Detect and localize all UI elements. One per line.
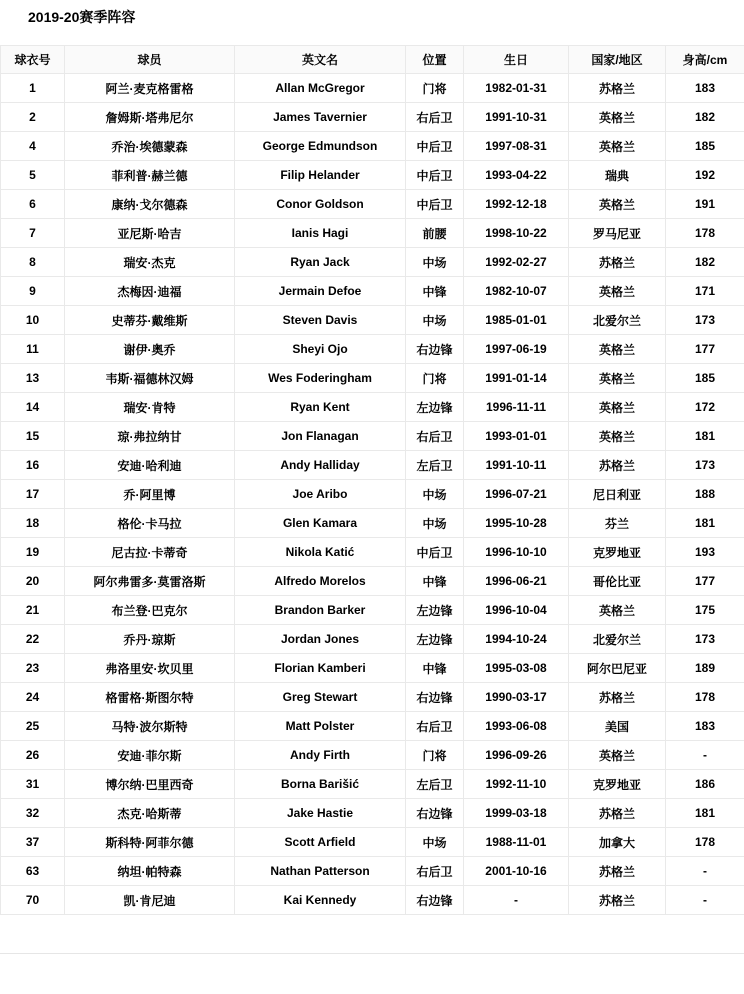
cell-english-name: Borna Barišić xyxy=(235,770,406,799)
cell-player-name: 乔丹·琼斯 xyxy=(65,625,235,654)
cell-english-name: Greg Stewart xyxy=(235,683,406,712)
cell-birthday: 1997-08-31 xyxy=(464,132,569,161)
cell-height: 191 xyxy=(666,190,744,219)
table-row xyxy=(1,422,744,451)
table-row xyxy=(1,103,744,132)
cell-english-name: Nikola Katić xyxy=(235,538,406,567)
column-header-position: 位置 xyxy=(406,46,464,74)
cell-jersey-number: 63 xyxy=(1,857,65,886)
cell-position: 中后卫 xyxy=(406,161,464,190)
column-header-player: 球员 xyxy=(65,46,235,74)
cell-english-name: Matt Polster xyxy=(235,712,406,741)
cell-position: 中锋 xyxy=(406,277,464,306)
cell-height: 171 xyxy=(666,277,744,306)
cell-position: 右后卫 xyxy=(406,422,464,451)
cell-english-name: Jon Flanagan xyxy=(235,422,406,451)
cell-english-name: Andy Firth xyxy=(235,741,406,770)
cell-birthday: 1996-10-04 xyxy=(464,596,569,625)
table-row xyxy=(1,509,744,538)
cell-english-name: Allan McGregor xyxy=(235,74,406,103)
page-divider xyxy=(0,953,744,954)
cell-position: 中场 xyxy=(406,828,464,857)
table-row xyxy=(1,741,744,770)
cell-country: 加拿大 xyxy=(569,828,666,857)
cell-country: 苏格兰 xyxy=(569,857,666,886)
cell-jersey-number: 4 xyxy=(1,132,65,161)
cell-english-name: Steven Davis xyxy=(235,306,406,335)
cell-country: 哥伦比亚 xyxy=(569,567,666,596)
table-row xyxy=(1,596,744,625)
cell-english-name: Glen Kamara xyxy=(235,509,406,538)
cell-jersey-number: 17 xyxy=(1,480,65,509)
cell-position: 中锋 xyxy=(406,567,464,596)
cell-jersey-number: 14 xyxy=(1,393,65,422)
table-row xyxy=(1,393,744,422)
cell-position: 门将 xyxy=(406,74,464,103)
table-row xyxy=(1,538,744,567)
column-header-english-name: 英文名 xyxy=(235,46,406,74)
cell-position: 中锋 xyxy=(406,654,464,683)
table-row xyxy=(1,567,744,596)
cell-english-name: Andy Halliday xyxy=(235,451,406,480)
cell-height: - xyxy=(666,886,744,915)
cell-country: 克罗地亚 xyxy=(569,538,666,567)
cell-birthday: 1991-10-11 xyxy=(464,451,569,480)
cell-english-name: Sheyi Ojo xyxy=(235,335,406,364)
cell-jersey-number: 8 xyxy=(1,248,65,277)
cell-jersey-number: 16 xyxy=(1,451,65,480)
cell-height: 182 xyxy=(666,103,744,132)
table-row xyxy=(1,654,744,683)
table-row xyxy=(1,625,744,654)
cell-position: 右边锋 xyxy=(406,799,464,828)
cell-jersey-number: 19 xyxy=(1,538,65,567)
cell-position: 右边锋 xyxy=(406,335,464,364)
cell-height: 173 xyxy=(666,306,744,335)
table-row xyxy=(1,886,744,915)
cell-position: 中场 xyxy=(406,248,464,277)
cell-jersey-number: 15 xyxy=(1,422,65,451)
cell-country: 英格兰 xyxy=(569,596,666,625)
cell-birthday: 1985-01-01 xyxy=(464,306,569,335)
cell-player-name: 瑞安·肯特 xyxy=(65,393,235,422)
cell-height: 186 xyxy=(666,770,744,799)
cell-height: 177 xyxy=(666,567,744,596)
cell-birthday: 1992-11-10 xyxy=(464,770,569,799)
cell-player-name: 阿兰·麦克格雷格 xyxy=(65,74,235,103)
table-row xyxy=(1,828,744,857)
cell-position: 右边锋 xyxy=(406,683,464,712)
cell-country: 苏格兰 xyxy=(569,451,666,480)
cell-birthday: 1996-07-21 xyxy=(464,480,569,509)
table-row xyxy=(1,306,744,335)
table-row xyxy=(1,74,744,103)
cell-birthday: 1992-02-27 xyxy=(464,248,569,277)
cell-height: 172 xyxy=(666,393,744,422)
cell-jersey-number: 1 xyxy=(1,74,65,103)
cell-position: 右边锋 xyxy=(406,886,464,915)
cell-jersey-number: 37 xyxy=(1,828,65,857)
cell-english-name: Wes Foderingham xyxy=(235,364,406,393)
table-row xyxy=(1,712,744,741)
cell-birthday: 1988-11-01 xyxy=(464,828,569,857)
cell-country: 英格兰 xyxy=(569,190,666,219)
cell-position: 左后卫 xyxy=(406,451,464,480)
cell-height: - xyxy=(666,741,744,770)
table-row xyxy=(1,683,744,712)
cell-english-name: James Tavernier xyxy=(235,103,406,132)
cell-height: 173 xyxy=(666,625,744,654)
roster-table xyxy=(0,45,744,915)
cell-birthday: 1990-03-17 xyxy=(464,683,569,712)
cell-english-name: Ianis Hagi xyxy=(235,219,406,248)
cell-birthday: 1982-01-31 xyxy=(464,74,569,103)
cell-country: 英格兰 xyxy=(569,335,666,364)
cell-height: 183 xyxy=(666,712,744,741)
cell-position: 左边锋 xyxy=(406,625,464,654)
cell-height: 185 xyxy=(666,132,744,161)
cell-player-name: 韦斯·福德林汉姆 xyxy=(65,364,235,393)
cell-english-name: Ryan Jack xyxy=(235,248,406,277)
cell-position: 中后卫 xyxy=(406,538,464,567)
column-header-height: 身高/cm xyxy=(666,46,744,74)
cell-country: 英格兰 xyxy=(569,741,666,770)
cell-player-name: 谢伊·奥乔 xyxy=(65,335,235,364)
cell-jersey-number: 5 xyxy=(1,161,65,190)
cell-jersey-number: 24 xyxy=(1,683,65,712)
cell-player-name: 安迪·哈利迪 xyxy=(65,451,235,480)
table-row xyxy=(1,770,744,799)
cell-birthday: 1992-12-18 xyxy=(464,190,569,219)
cell-english-name: Nathan Patterson xyxy=(235,857,406,886)
cell-birthday: 1994-10-24 xyxy=(464,625,569,654)
table-row xyxy=(1,277,744,306)
cell-height: 189 xyxy=(666,654,744,683)
column-header-jersey-number: 球衣号 xyxy=(1,46,65,74)
cell-jersey-number: 23 xyxy=(1,654,65,683)
cell-player-name: 史蒂芬·戴维斯 xyxy=(65,306,235,335)
cell-player-name: 凯·肯尼迪 xyxy=(65,886,235,915)
cell-player-name: 布兰登·巴克尔 xyxy=(65,596,235,625)
cell-country: 瑞典 xyxy=(569,161,666,190)
cell-height: 175 xyxy=(666,596,744,625)
cell-position: 左边锋 xyxy=(406,596,464,625)
cell-height: - xyxy=(666,857,744,886)
cell-country: 英格兰 xyxy=(569,422,666,451)
cell-country: 美国 xyxy=(569,712,666,741)
cell-jersey-number: 22 xyxy=(1,625,65,654)
cell-birthday: 1993-06-08 xyxy=(464,712,569,741)
cell-player-name: 瑞安·杰克 xyxy=(65,248,235,277)
cell-player-name: 安迪·菲尔斯 xyxy=(65,741,235,770)
cell-player-name: 杰梅因·迪福 xyxy=(65,277,235,306)
cell-position: 右后卫 xyxy=(406,857,464,886)
cell-country: 苏格兰 xyxy=(569,74,666,103)
cell-english-name: Ryan Kent xyxy=(235,393,406,422)
cell-position: 右后卫 xyxy=(406,712,464,741)
table-row xyxy=(1,335,744,364)
cell-english-name: Scott Arfield xyxy=(235,828,406,857)
cell-player-name: 亚尼斯·哈吉 xyxy=(65,219,235,248)
cell-height: 181 xyxy=(666,422,744,451)
cell-birthday: 1993-01-01 xyxy=(464,422,569,451)
column-header-birthday: 生日 xyxy=(464,46,569,74)
cell-country: 阿尔巴尼亚 xyxy=(569,654,666,683)
cell-jersey-number: 10 xyxy=(1,306,65,335)
cell-birthday: 1982-10-07 xyxy=(464,277,569,306)
cell-english-name: Joe Aribo xyxy=(235,480,406,509)
cell-player-name: 弗洛里安·坎贝里 xyxy=(65,654,235,683)
cell-position: 左后卫 xyxy=(406,770,464,799)
cell-birthday: 1996-10-10 xyxy=(464,538,569,567)
cell-jersey-number: 6 xyxy=(1,190,65,219)
cell-player-name: 詹姆斯·塔弗尼尔 xyxy=(65,103,235,132)
cell-jersey-number: 9 xyxy=(1,277,65,306)
cell-position: 中场 xyxy=(406,509,464,538)
cell-player-name: 乔·阿里博 xyxy=(65,480,235,509)
cell-jersey-number: 70 xyxy=(1,886,65,915)
cell-country: 罗马尼亚 xyxy=(569,219,666,248)
cell-birthday: 2001-10-16 xyxy=(464,857,569,886)
cell-country: 苏格兰 xyxy=(569,248,666,277)
table-row xyxy=(1,799,744,828)
roster-table-body xyxy=(1,74,744,915)
cell-birthday: 1995-10-28 xyxy=(464,509,569,538)
page-title: 2019-20赛季阵容 xyxy=(28,10,744,25)
cell-country: 英格兰 xyxy=(569,393,666,422)
column-header-country: 国家/地区 xyxy=(569,46,666,74)
cell-player-name: 琼·弗拉纳甘 xyxy=(65,422,235,451)
cell-player-name: 博尔纳·巴里西奇 xyxy=(65,770,235,799)
cell-player-name: 杰克·哈斯蒂 xyxy=(65,799,235,828)
cell-english-name: George Edmundson xyxy=(235,132,406,161)
cell-country: 尼日利亚 xyxy=(569,480,666,509)
cell-jersey-number: 21 xyxy=(1,596,65,625)
cell-position: 中后卫 xyxy=(406,190,464,219)
cell-height: 183 xyxy=(666,74,744,103)
cell-english-name: Alfredo Morelos xyxy=(235,567,406,596)
cell-country: 英格兰 xyxy=(569,277,666,306)
cell-country: 英格兰 xyxy=(569,364,666,393)
table-row xyxy=(1,451,744,480)
cell-height: 182 xyxy=(666,248,744,277)
cell-english-name: Florian Kamberi xyxy=(235,654,406,683)
table-row xyxy=(1,480,744,509)
cell-birthday: 1991-10-31 xyxy=(464,103,569,132)
cell-country: 北爱尔兰 xyxy=(569,306,666,335)
cell-country: 克罗地亚 xyxy=(569,770,666,799)
cell-position: 前腰 xyxy=(406,219,464,248)
cell-position: 左边锋 xyxy=(406,393,464,422)
cell-country: 苏格兰 xyxy=(569,799,666,828)
cell-player-name: 格伦·卡马拉 xyxy=(65,509,235,538)
cell-english-name: Conor Goldson xyxy=(235,190,406,219)
cell-english-name: Jake Hastie xyxy=(235,799,406,828)
cell-height: 178 xyxy=(666,828,744,857)
cell-height: 181 xyxy=(666,509,744,538)
cell-position: 中场 xyxy=(406,480,464,509)
cell-position: 门将 xyxy=(406,741,464,770)
cell-player-name: 阿尔弗雷多·莫雷洛斯 xyxy=(65,567,235,596)
cell-english-name: Filip Helander xyxy=(235,161,406,190)
cell-jersey-number: 7 xyxy=(1,219,65,248)
cell-height: 185 xyxy=(666,364,744,393)
cell-birthday: - xyxy=(464,886,569,915)
cell-player-name: 斯科特·阿菲尔德 xyxy=(65,828,235,857)
cell-jersey-number: 11 xyxy=(1,335,65,364)
table-row xyxy=(1,219,744,248)
cell-height: 188 xyxy=(666,480,744,509)
cell-english-name: Brandon Barker xyxy=(235,596,406,625)
cell-position: 右后卫 xyxy=(406,103,464,132)
cell-height: 173 xyxy=(666,451,744,480)
table-row xyxy=(1,161,744,190)
cell-country: 英格兰 xyxy=(569,103,666,132)
cell-height: 178 xyxy=(666,219,744,248)
table-row xyxy=(1,190,744,219)
cell-english-name: Jermain Defoe xyxy=(235,277,406,306)
cell-birthday: 1998-10-22 xyxy=(464,219,569,248)
cell-player-name: 马特·波尔斯特 xyxy=(65,712,235,741)
cell-birthday: 1996-06-21 xyxy=(464,567,569,596)
table-row xyxy=(1,248,744,277)
cell-jersey-number: 13 xyxy=(1,364,65,393)
cell-country: 苏格兰 xyxy=(569,683,666,712)
cell-height: 181 xyxy=(666,799,744,828)
cell-player-name: 尼古拉·卡蒂奇 xyxy=(65,538,235,567)
cell-birthday: 1995-03-08 xyxy=(464,654,569,683)
cell-birthday: 1996-11-11 xyxy=(464,393,569,422)
cell-country: 英格兰 xyxy=(569,132,666,161)
cell-birthday: 1991-01-14 xyxy=(464,364,569,393)
table-row xyxy=(1,132,744,161)
cell-english-name: Jordan Jones xyxy=(235,625,406,654)
cell-jersey-number: 18 xyxy=(1,509,65,538)
cell-birthday: 1993-04-22 xyxy=(464,161,569,190)
cell-birthday: 1996-09-26 xyxy=(464,741,569,770)
cell-jersey-number: 32 xyxy=(1,799,65,828)
table-row xyxy=(1,857,744,886)
cell-player-name: 纳坦·帕特森 xyxy=(65,857,235,886)
cell-player-name: 格雷格·斯图尔特 xyxy=(65,683,235,712)
cell-height: 193 xyxy=(666,538,744,567)
cell-height: 192 xyxy=(666,161,744,190)
cell-birthday: 1999-03-18 xyxy=(464,799,569,828)
cell-player-name: 康纳·戈尔德森 xyxy=(65,190,235,219)
cell-country: 芬兰 xyxy=(569,509,666,538)
cell-height: 177 xyxy=(666,335,744,364)
cell-position: 门将 xyxy=(406,364,464,393)
cell-jersey-number: 25 xyxy=(1,712,65,741)
cell-height: 178 xyxy=(666,683,744,712)
cell-country: 苏格兰 xyxy=(569,886,666,915)
table-row xyxy=(1,364,744,393)
header-row xyxy=(1,46,744,74)
cell-position: 中场 xyxy=(406,306,464,335)
cell-jersey-number: 26 xyxy=(1,741,65,770)
cell-english-name: Kai Kennedy xyxy=(235,886,406,915)
roster-table-header xyxy=(1,46,744,74)
cell-birthday: 1997-06-19 xyxy=(464,335,569,364)
cell-jersey-number: 2 xyxy=(1,103,65,132)
cell-country: 北爱尔兰 xyxy=(569,625,666,654)
cell-jersey-number: 31 xyxy=(1,770,65,799)
cell-player-name: 乔治·埃德蒙森 xyxy=(65,132,235,161)
cell-player-name: 菲利普·赫兰德 xyxy=(65,161,235,190)
cell-position: 中后卫 xyxy=(406,132,464,161)
cell-jersey-number: 20 xyxy=(1,567,65,596)
